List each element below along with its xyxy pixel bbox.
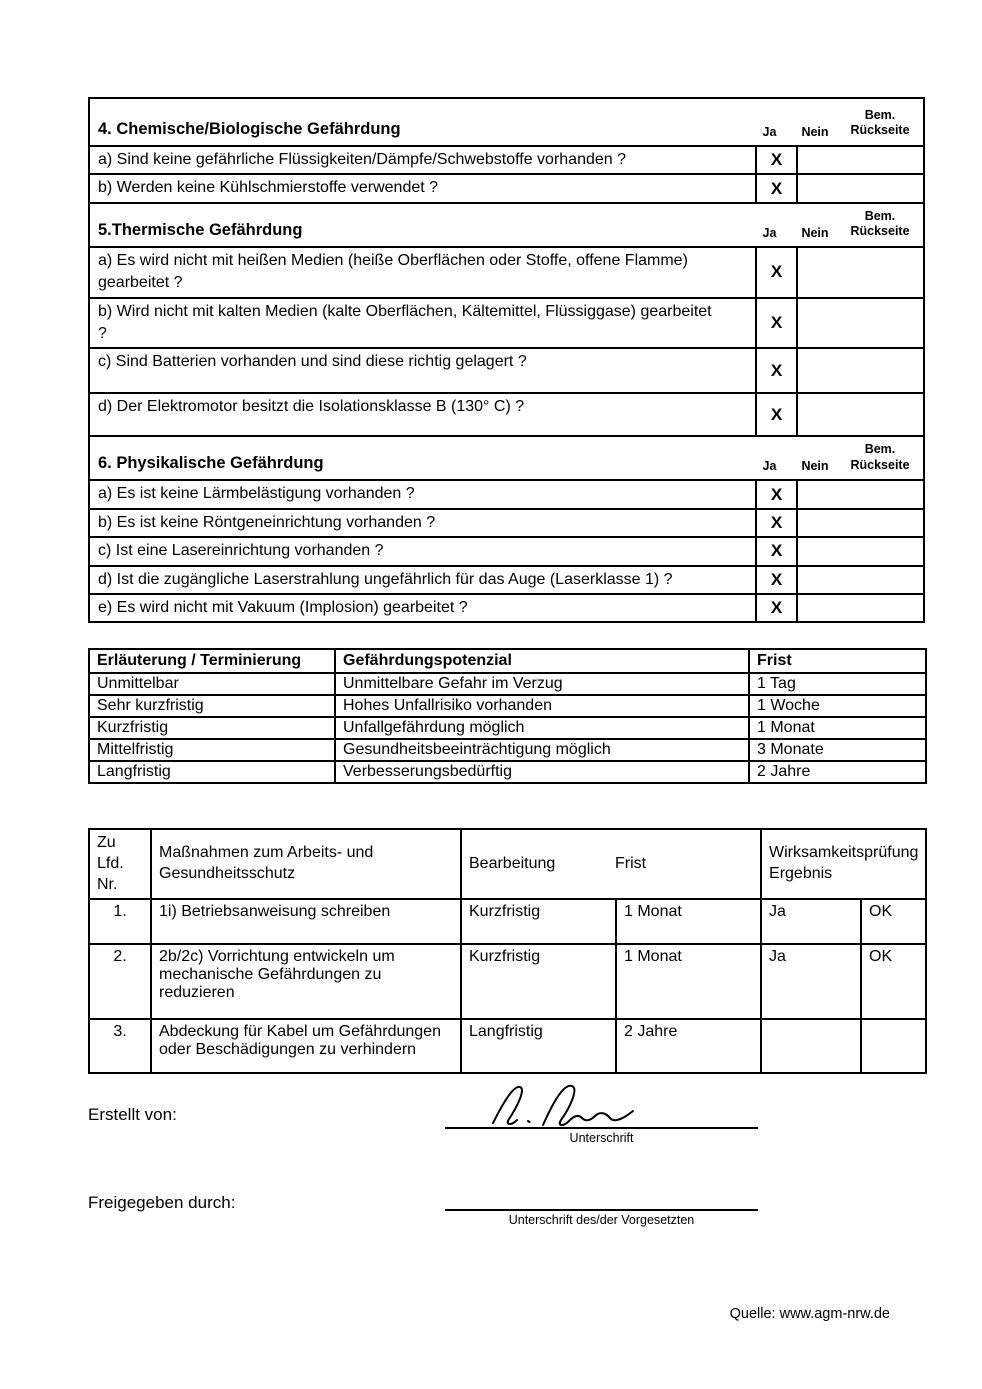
massnahmen-table (88, 828, 927, 1074)
signature-block-approver (445, 1196, 758, 1227)
table-header-row (89, 829, 926, 899)
section-header-chemical (90, 99, 923, 145)
nein-bem-cell (798, 538, 923, 564)
header-massnahmen: Maßnahmen zum Arbeits- und Gesundheitsschutz (151, 829, 461, 899)
ja-checkbox-cell: X (755, 394, 798, 435)
table-row: Kurzfristig Unfallgefährdung möglich 1 Monat (89, 717, 926, 739)
question-text: b) Wird nicht mit kalten Medien (kalte Oberflächen, Kältemittel, Flüssiggase) gearbeitet ? (98, 302, 712, 342)
col-header-nein: Nein (801, 125, 829, 139)
col-header-ja: Ja (762, 459, 777, 474)
nein-bem-cell (798, 248, 923, 297)
nein-bem-cell (798, 147, 923, 173)
hazard-checklist-table (88, 97, 925, 623)
nein-bem-cell (798, 394, 923, 435)
col-header-nein: Nein (801, 459, 829, 474)
header-frist: Frist (749, 649, 926, 673)
header-bearbeitung-frist (461, 829, 761, 899)
checklist-row (90, 392, 923, 435)
ja-checkbox-cell: X (755, 567, 798, 593)
section-title: 5.Thermische Gefährdung (98, 220, 303, 239)
checklist-row (90, 565, 923, 593)
section-header-thermal (90, 202, 923, 246)
question-text: b) Werden keine Kühlschmierstoffe verwendet ? (98, 179, 439, 197)
checklist-row (90, 593, 923, 621)
header-gefaehrdungspotenzial: Gefährdungspotenzial (335, 649, 749, 673)
terminierung-table (88, 648, 927, 784)
question-text: a) Es ist keine Lärmbelästigung vorhanden ? (98, 485, 415, 503)
nein-bem-cell (798, 175, 923, 201)
ja-checkbox-cell: X (755, 538, 798, 564)
ja-checkbox-cell: X (755, 147, 798, 173)
section-title: 6. Physikalische Gefährdung (98, 454, 324, 473)
question-text: a) Sind keine gefährliche Flüssigkeiten/Dämpfe/Schwebstoffe vorhanden ? (98, 151, 627, 168)
checklist-row (90, 347, 923, 392)
nein-bem-cell (798, 481, 923, 507)
checklist-row (90, 508, 923, 536)
checklist-row (90, 479, 923, 507)
question-text: e) Es wird nicht mit Vakuum (Implosion) gearbeitet ? (98, 598, 468, 616)
ja-checkbox-cell: X (755, 299, 798, 348)
checklist-row (90, 536, 923, 564)
signature-block-creator (445, 1081, 758, 1145)
signature-line (445, 1209, 758, 1211)
nein-bem-cell (798, 299, 923, 348)
nein-bem-cell (798, 595, 923, 621)
col-header-bemerkung: Bem. Rückseite (850, 442, 910, 472)
checklist-row (90, 173, 923, 201)
massnahme-row: 1. 1i) Betriebsanweisung schreiben Kurzfristig 1 Monat Ja OK (89, 899, 926, 944)
ja-checkbox-cell: X (755, 175, 798, 201)
checklist-row (90, 297, 923, 348)
question-text: c) Ist eine Lasereinrichtung vorhanden ? (98, 542, 384, 560)
section-title: 4. Chemische/Biologische Gefährdung (98, 120, 401, 138)
approved-by-label: Freigegeben durch: (88, 1193, 236, 1212)
table-row: Langfristig Verbesserungsbedürftig 2 Jahre (89, 761, 926, 783)
ja-checkbox-cell: X (755, 481, 798, 507)
approver-signature-caption: Unterschrift des/der Vorgesetzten (508, 1213, 695, 1227)
col-header-ja: Ja (762, 225, 777, 240)
col-header-bemerkung: Bem. Rückseite (850, 107, 910, 138)
table-row: Sehr kurzfristig Hohes Unfallrisiko vorhanden 1 Woche (89, 695, 926, 717)
nein-bem-cell (798, 567, 923, 593)
col-header-ja: Ja (762, 125, 777, 139)
massnahme-row: 3. Abdeckung für Kabel um Gefährdungen oder Beschädigungen zu verhindern Langfristig 2 Jahre (89, 1019, 926, 1073)
signature-image (487, 1081, 657, 1127)
question-text: b) Es ist keine Röntgeneinrichtung vorhanden ? (98, 513, 436, 531)
column-headers (748, 108, 923, 139)
col-header-bemerkung: Bem. Rückseite (850, 208, 910, 239)
header-erlaeuterung: Erläuterung / Terminierung (89, 649, 335, 673)
header-bearbeitung: Bearbeitung (469, 854, 556, 872)
header-lfd-nr: Zu Lfd. Nr. (89, 829, 151, 899)
column-headers (748, 442, 923, 473)
question-text: d) Der Elektromotor besitzt die Isolationsklasse B (130° C) ? (98, 398, 525, 416)
massnahme-row: 2. 2b/2c) Vorrichtung entwickeln um mechanische Gefährdungen zu reduzieren Kurzfristig 1 Monat Ja OK (89, 944, 926, 1019)
section-header-physical (90, 435, 923, 479)
ja-checkbox-cell: X (755, 248, 798, 297)
header-frist: Frist (615, 854, 647, 872)
source-reference: Quelle: www.agm-nrw.de (729, 1306, 890, 1322)
nein-bem-cell (798, 349, 923, 392)
signature-caption: Unterschrift (569, 1131, 634, 1145)
table-row: Unmittelbar Unmittelbare Gefahr im Verzug 1 Tag (89, 673, 926, 695)
column-headers (748, 209, 923, 240)
nein-bem-cell (798, 510, 923, 536)
signature-line (445, 1127, 758, 1129)
header-wirksamkeitspruefung: Wirksamkeitsprüfung Ergebnis (761, 829, 926, 899)
ja-checkbox-cell: X (755, 510, 798, 536)
checklist-row (90, 145, 923, 173)
question-text: d) Ist die zugängliche Laserstrahlung ungefährlich für das Auge (Laserklasse 1) ? (98, 570, 673, 588)
col-header-nein: Nein (801, 225, 829, 240)
ja-checkbox-cell: X (755, 349, 798, 392)
table-row: Mittelfristig Gesundheitsbeeinträchtigung möglich 3 Monate (89, 739, 926, 761)
created-by-label: Erstellt von: (88, 1105, 177, 1124)
checklist-row (90, 246, 923, 297)
question-text: c) Sind Batterien vorhanden und sind diese richtig gelagert ? (98, 353, 527, 371)
ja-checkbox-cell: X (755, 595, 798, 621)
question-text: a) Es wird nicht mit heißen Medien (heiße Oberflächen oder Stoffe, offene Flamme) gearbeitet ? (98, 251, 688, 292)
table-header-row (89, 649, 926, 673)
